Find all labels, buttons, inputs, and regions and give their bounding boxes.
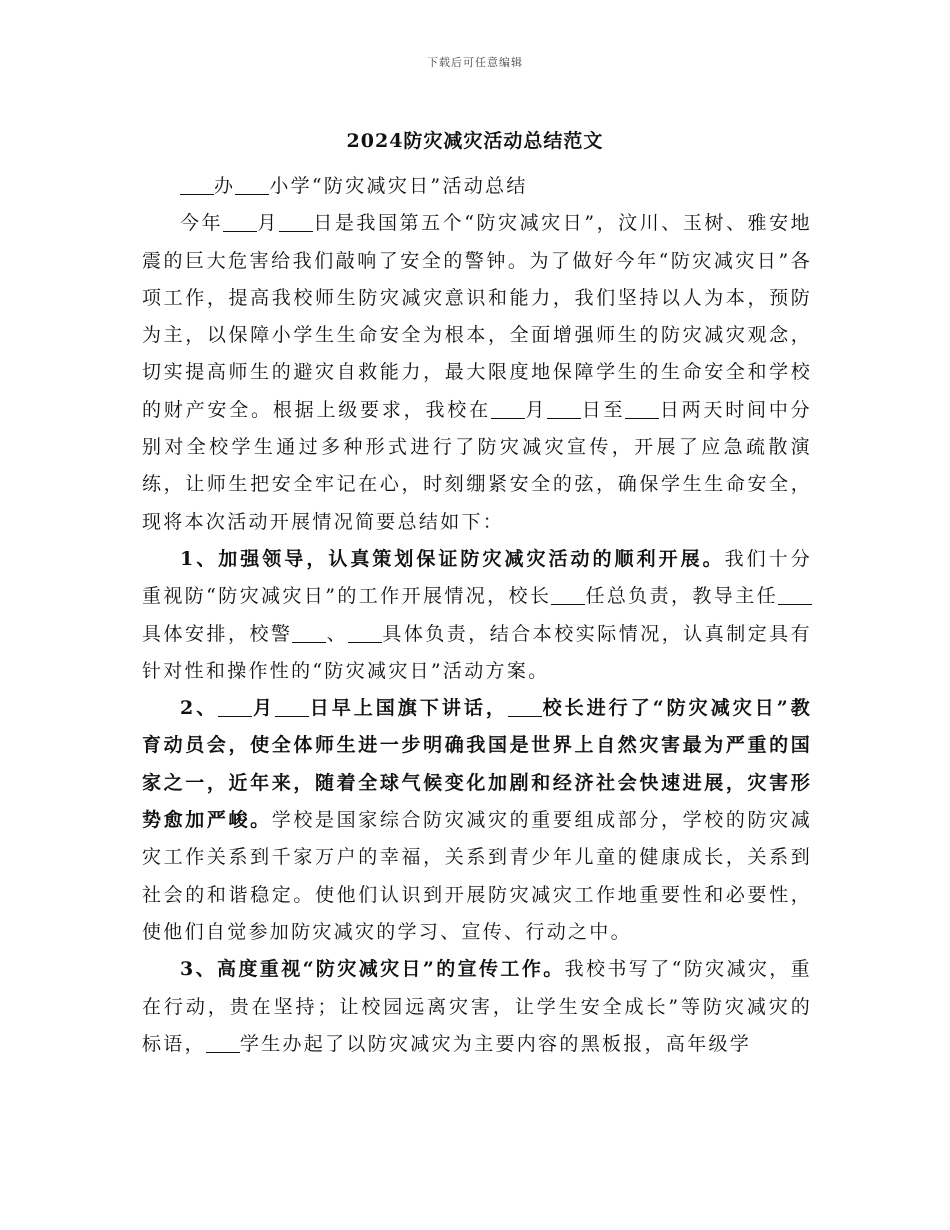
blank-line [235, 175, 269, 195]
blank-line [508, 697, 542, 717]
blank-line [206, 1033, 240, 1053]
subtitle-text: 小学“防灾减灾日”活动总结 [269, 175, 528, 197]
blank-line [778, 585, 812, 605]
paragraph-text: 任总负责，教导主任 [585, 585, 778, 608]
paragraph-text: 学校是国家综合防灾减灾的重要组成部分，学校的防灾减灾工作关系到千家万户的幸福，关系到青少年儿童的健康成长，关系到社会的和谐稳定。使他们认识到开展防灾减灾工作地重要性和必要性，使他们自觉参加防灾减灾的学习、宣传、行动之中。 [142, 809, 812, 943]
blank-line [180, 175, 214, 195]
paragraph-text: 今年 [180, 212, 224, 235]
heading-text: 2、 [180, 697, 219, 720]
blank-line [348, 623, 382, 643]
blank-line [292, 623, 326, 643]
blank-line [547, 399, 581, 419]
item-3-heading: 3、高度重视“防灾减灾日”的宣传工作。 [180, 958, 565, 981]
blank-line [279, 212, 313, 232]
paragraph-text: 日是我国第五个“防灾减灾日”，汶川、玉树、雅安地震的巨大危害给我们敲响了安全的警钟。为了做好今年“防灾减灾日”各项工作，提高我校师生防灾减灾意识和能力，我们坚持以人为本，预防为主，以保障小学生生命安全为根本，全面增强师生的防灾减灾观念，切实提高师生的避灾自救能力，最大限度地保障学生的生命安全和学校的财产安全。根据上级要求，我校在 [142, 212, 812, 421]
blank-line [275, 697, 309, 717]
heading-text: 月 [252, 697, 276, 720]
paragraph-text: 具体负责，结合本校实际情况，认真制定具有针对性和操作性的“防灾减灾日”活动方案。 [142, 622, 812, 682]
item-1-paragraph [142, 541, 812, 690]
blank-line [551, 585, 585, 605]
document-title: 2024防灾减灾活动总结范文 [346, 130, 604, 152]
paragraph-text: 我们十分重视防“防灾减灾日”的工作开展情况，校长 [142, 547, 812, 608]
item-2-paragraph [142, 690, 812, 951]
item-1-heading: 1、加强领导，认真策划保证防灾减灾活动的顺利开展。 [180, 547, 725, 570]
paragraph-text: 日两天时间中分别对全校学生通过多种形式进行了防灾减灾宣传，开展了应急疏散演练，让师生把安全牢记在心，时刻绷紧安全的弦，确保学生生命安全，现将本次活动开展情况简要总结如下： [142, 398, 812, 533]
blank-line [218, 697, 252, 717]
document-body [142, 168, 812, 1063]
paragraph-text: 、 [326, 622, 349, 645]
paragraph-text: 月 [524, 398, 548, 421]
paragraph-text: 学生办起了以防灾减灾为主要内容的黑板报，高年级学 [239, 1032, 752, 1055]
blank-line [625, 399, 659, 419]
paragraph-text: 月 [257, 212, 279, 235]
document-subtitle [142, 168, 812, 205]
blank-line [223, 212, 257, 232]
item-3-paragraph [142, 951, 812, 1063]
heading-text: 日早上国旗下讲话， [309, 697, 508, 720]
paragraph-text: 日至 [581, 398, 626, 421]
paragraph-text: 具体安排，校警 [142, 622, 293, 645]
intro-paragraph [142, 205, 812, 541]
blank-line [491, 399, 525, 419]
subtitle-text: 办 [214, 175, 236, 197]
page-header-note: 下载后可任意编辑 [427, 56, 523, 69]
heading-text: 校长进行了“防灾减灾日”教育动员会，使全体师生进一步明确我国是世界上自然灾害最为严重的国家之一，近年来，随着全球气候变化加剧和经济社会快速进展，灾害形势愈加严峻。 [142, 697, 813, 832]
paragraph-text: 我校书写了“防灾减灾，重在行动，贵在坚持；让校园远离灾害，让学生安全成长”等防灾减灾的标语， [142, 958, 812, 1055]
